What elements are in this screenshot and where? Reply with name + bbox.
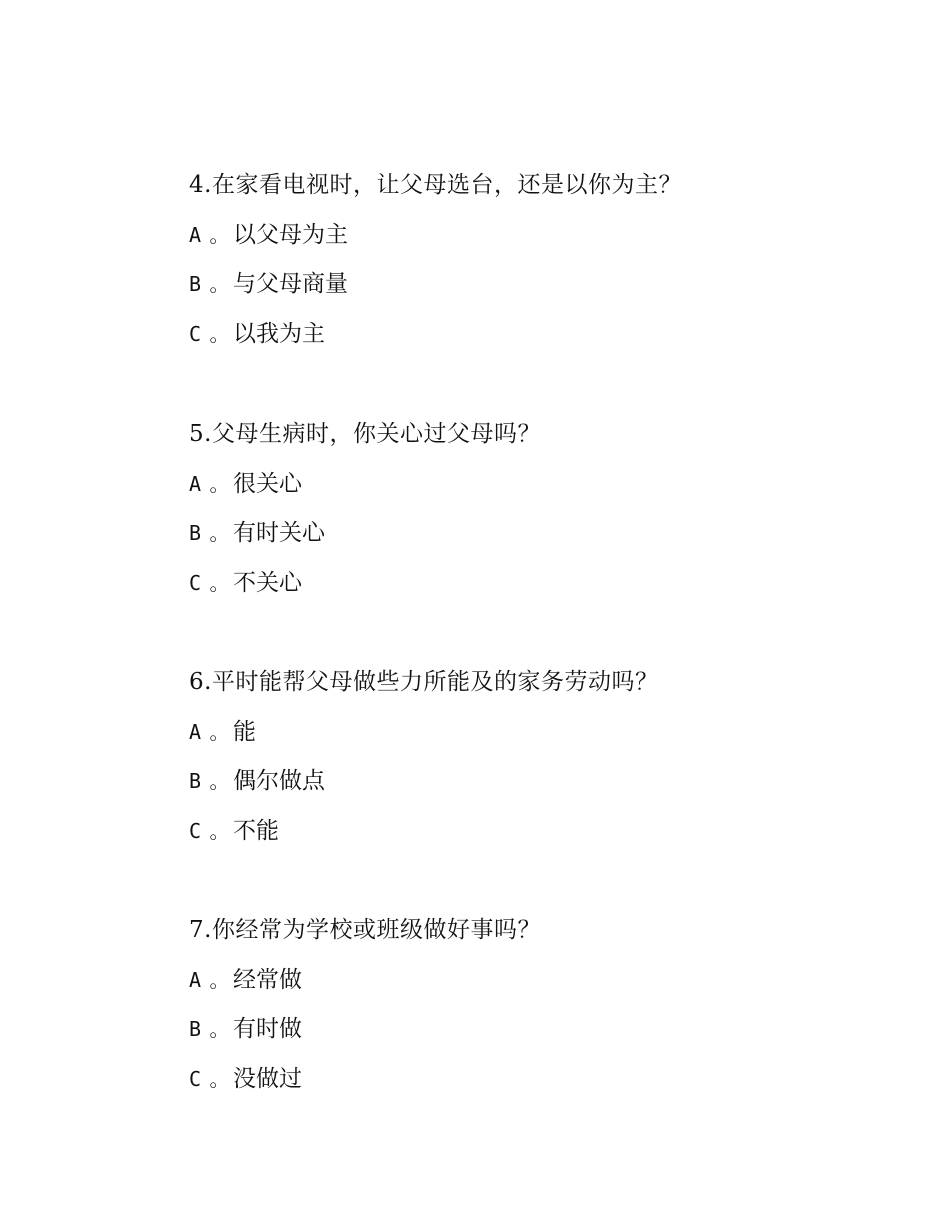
option-text: 没做过 (233, 1065, 302, 1092)
option-separator: 。 (209, 1066, 230, 1091)
option-c (189, 567, 889, 599)
option-text: 有时做 (233, 1016, 302, 1042)
option-separator: 。 (209, 272, 230, 296)
option-a (189, 219, 889, 251)
question-text: 5.父母生病时，你关心过父母吗？ (189, 421, 541, 447)
question-text: 6.平时能帮父母做些力所能及的家务劳动吗？ (189, 669, 659, 695)
option-separator: 。 (209, 471, 230, 496)
option-text: 以我为主 (233, 320, 325, 347)
option-letter: B (189, 769, 202, 793)
option-text: 有时关心 (233, 520, 325, 546)
option-letter: C (189, 321, 202, 346)
option-separator: 。 (209, 719, 230, 744)
option-a (189, 468, 889, 500)
question-4 (189, 169, 889, 350)
option-b (189, 1013, 889, 1045)
option-text: 不关心 (233, 569, 302, 596)
option-c (189, 1063, 889, 1095)
option-separator: 。 (209, 570, 230, 595)
option-c (189, 318, 889, 350)
option-letter: A (189, 222, 202, 247)
option-letter: B (189, 521, 202, 545)
option-separator: 。 (209, 222, 230, 247)
option-text: 不能 (233, 817, 279, 844)
option-separator: 。 (209, 1017, 230, 1041)
question-text: 7.你经常为学校或班级做好事吗？ (189, 917, 541, 943)
option-text: 经常做 (233, 966, 302, 993)
option-letter: C (189, 570, 202, 595)
option-separator: 。 (209, 967, 230, 992)
option-letter: A (189, 719, 202, 744)
option-letter: B (189, 272, 202, 296)
option-letter: A (189, 471, 202, 496)
option-text: 以父母为主 (233, 221, 348, 248)
option-b (189, 517, 889, 549)
option-text: 很关心 (233, 470, 302, 497)
option-text: 能 (233, 718, 256, 745)
option-letter: A (189, 967, 202, 992)
option-separator: 。 (209, 818, 230, 843)
question-6 (189, 666, 889, 847)
question-5 (189, 418, 889, 599)
option-letter: B (189, 1017, 202, 1041)
option-a (189, 716, 889, 748)
option-separator: 。 (209, 521, 230, 545)
option-letter: C (189, 818, 202, 843)
option-b (189, 765, 889, 797)
option-separator: 。 (209, 321, 230, 346)
option-b (189, 268, 889, 300)
option-text: 偶尔做点 (233, 768, 325, 794)
option-c (189, 815, 889, 847)
option-letter: C (189, 1066, 202, 1091)
option-text: 与父母商量 (233, 271, 348, 297)
option-separator: 。 (209, 769, 230, 793)
question-text: 4.在家看电视时，让父母选台，还是以你为主？ (189, 172, 682, 198)
option-a (189, 964, 889, 996)
question-7 (189, 914, 889, 1095)
